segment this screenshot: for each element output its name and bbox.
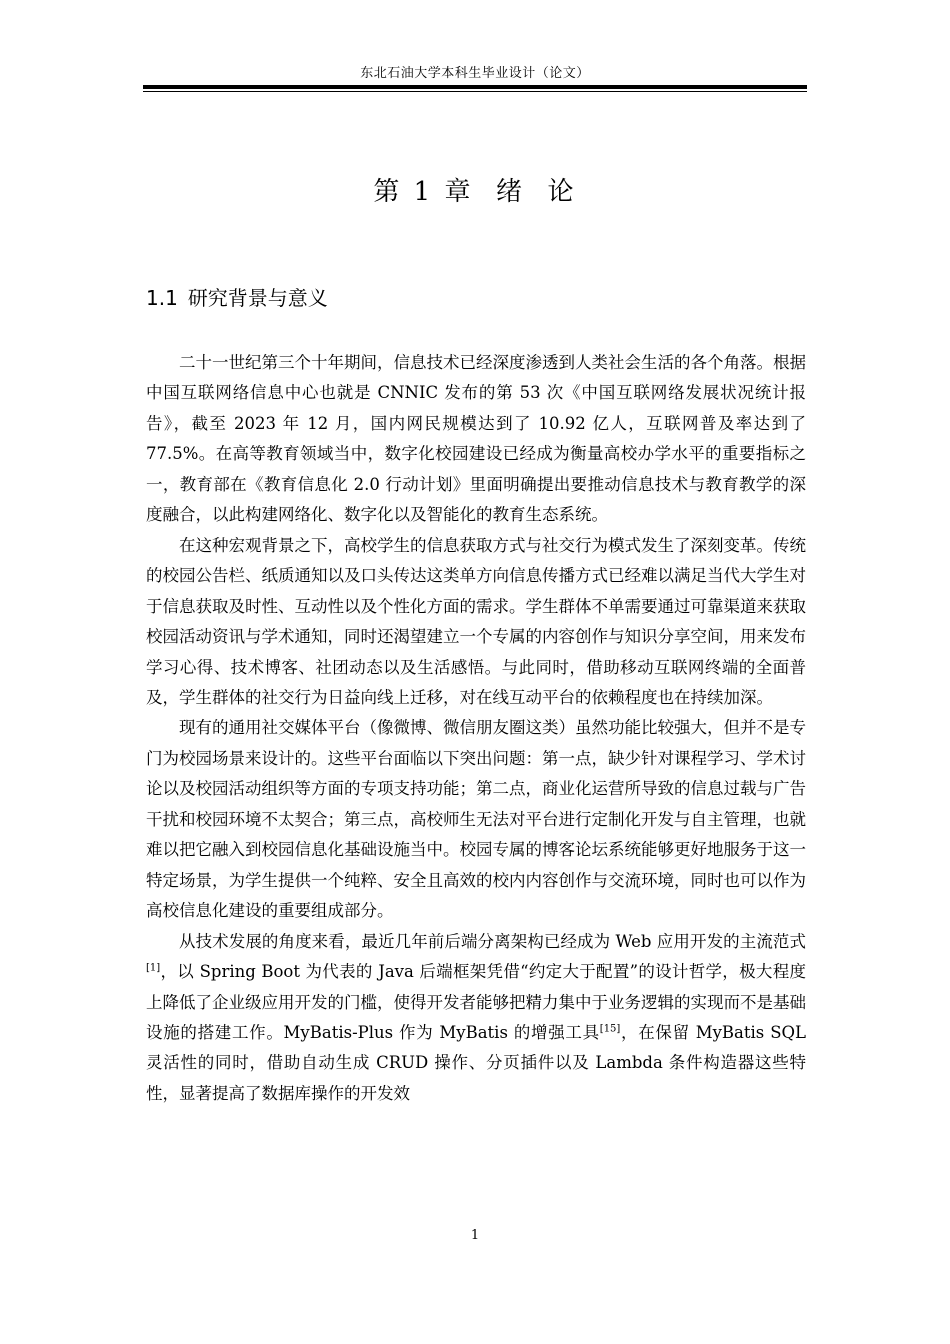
paragraph-text: 从技术发展的角度来看，最近几年前后端分离架构已经成为 Web 应用开发的主流范式 [179,931,806,951]
citation-ref[interactable]: [1] [146,962,161,974]
paragraph-text: ，在保留 MyBatis SQL 灵活性的同时，借助自动生成 CRUD 操作、分页插件以及 Lambda 条件构造器这些特性，显著提高了数据库操作的开发效 [146,1022,806,1103]
section-heading [146,283,328,313]
paragraph-text: 现有的通用社交媒体平台（像微博、微信朋友圈这类）虽然功能比较强大，但并不是专门为校园场景来设计的。这些平台面临以下突出问题：第一点，缺少针对课程学习、学术讨论以及校园活动组织等方面的专项支持功能；第二点，商业化运营所导致的信息过载与广告干扰和校园环境不太契合；第三点，高校师生无法对平台进行定制化开发与自主管理，也就难以把它融入到校园信息化基础设施当中。校园专属的博客论坛系统能够更好地服务于这一特定场景，为学生提供一个纯粹、安全且高效的校内内容创作与交流环境，同时也可以作为高校信息化建设的重要组成部分。 [146,718,806,921]
citation-ref[interactable]: [15] [599,1023,621,1035]
paragraph-1 [146,348,806,531]
body-text [146,348,806,1109]
paragraph-text: 在这种宏观背景之下，高校学生的信息获取方式与社交行为模式发生了深刻变革。传统的校园公告栏、纸质通知以及口头传达这类单方向信息传播方式已经难以满足当代大学生对于信息获取及时性、互动性以及个性化方面的需求。学生群体不单需要通过可靠渠道来获取校园活动资讯与学术通知，同时还渴望建立一个专属的内容创作与知识分享空间，用来发布学习心得、技术博客、社团动态以及生活感悟。与此同时，借助移动互联网终端的全面普及，学生群体的社交行为日益向线上迁移，对在线互动平台的依赖程度也在持续加深。 [146,535,806,707]
chapter-title: 第 1 章 绪 论 [373,177,577,207]
paragraph-text: ，以 Spring Boot 为代表的 Java 后端框架凭借“约定大于配置”的设计哲学，极大程度上降低了企业级应用开发的门槛，使得开发者能够把精力集中于业务逻辑的实现而不是基础设施的搭建工作。MyBatis-Plus 作为 MyBatis 的增强工具 [146,962,806,1042]
header-rule-thick [143,85,807,89]
section-number: 1.1 [146,286,178,310]
running-header: 东北石油大学本科生毕业设计（论文） [360,66,590,81]
paragraph-3 [146,713,806,926]
page-number: 1 [470,1228,480,1243]
paragraph-2 [146,531,806,714]
paragraph-text: 二十一世纪第三个十年期间，信息技术已经深度渗透到人类社会生活的各个角落。根据中国互联网络信息中心也就是 CNNIC 发布的第 53 次《中国互联网络发展状况统计报告》，截至 2023 年 12 月，国内网民规模达到了 10.92 亿人，互联网普及率达到了 77.5%。在高等教育领域当中，数字化校园建设已经成为衡量高校办学水平的重要指标之一，教育部在《教育信息化 2.0 行动计划》里面明确提出要推动信息技术与教育教学的深度融合，以此构建网络化、数字化以及智能化的教育生态系统。 [146,353,806,525]
header-rule-thin [143,91,807,92]
section-title: 研究背景与意义 [187,286,328,310]
paragraph-4 [146,927,806,1110]
